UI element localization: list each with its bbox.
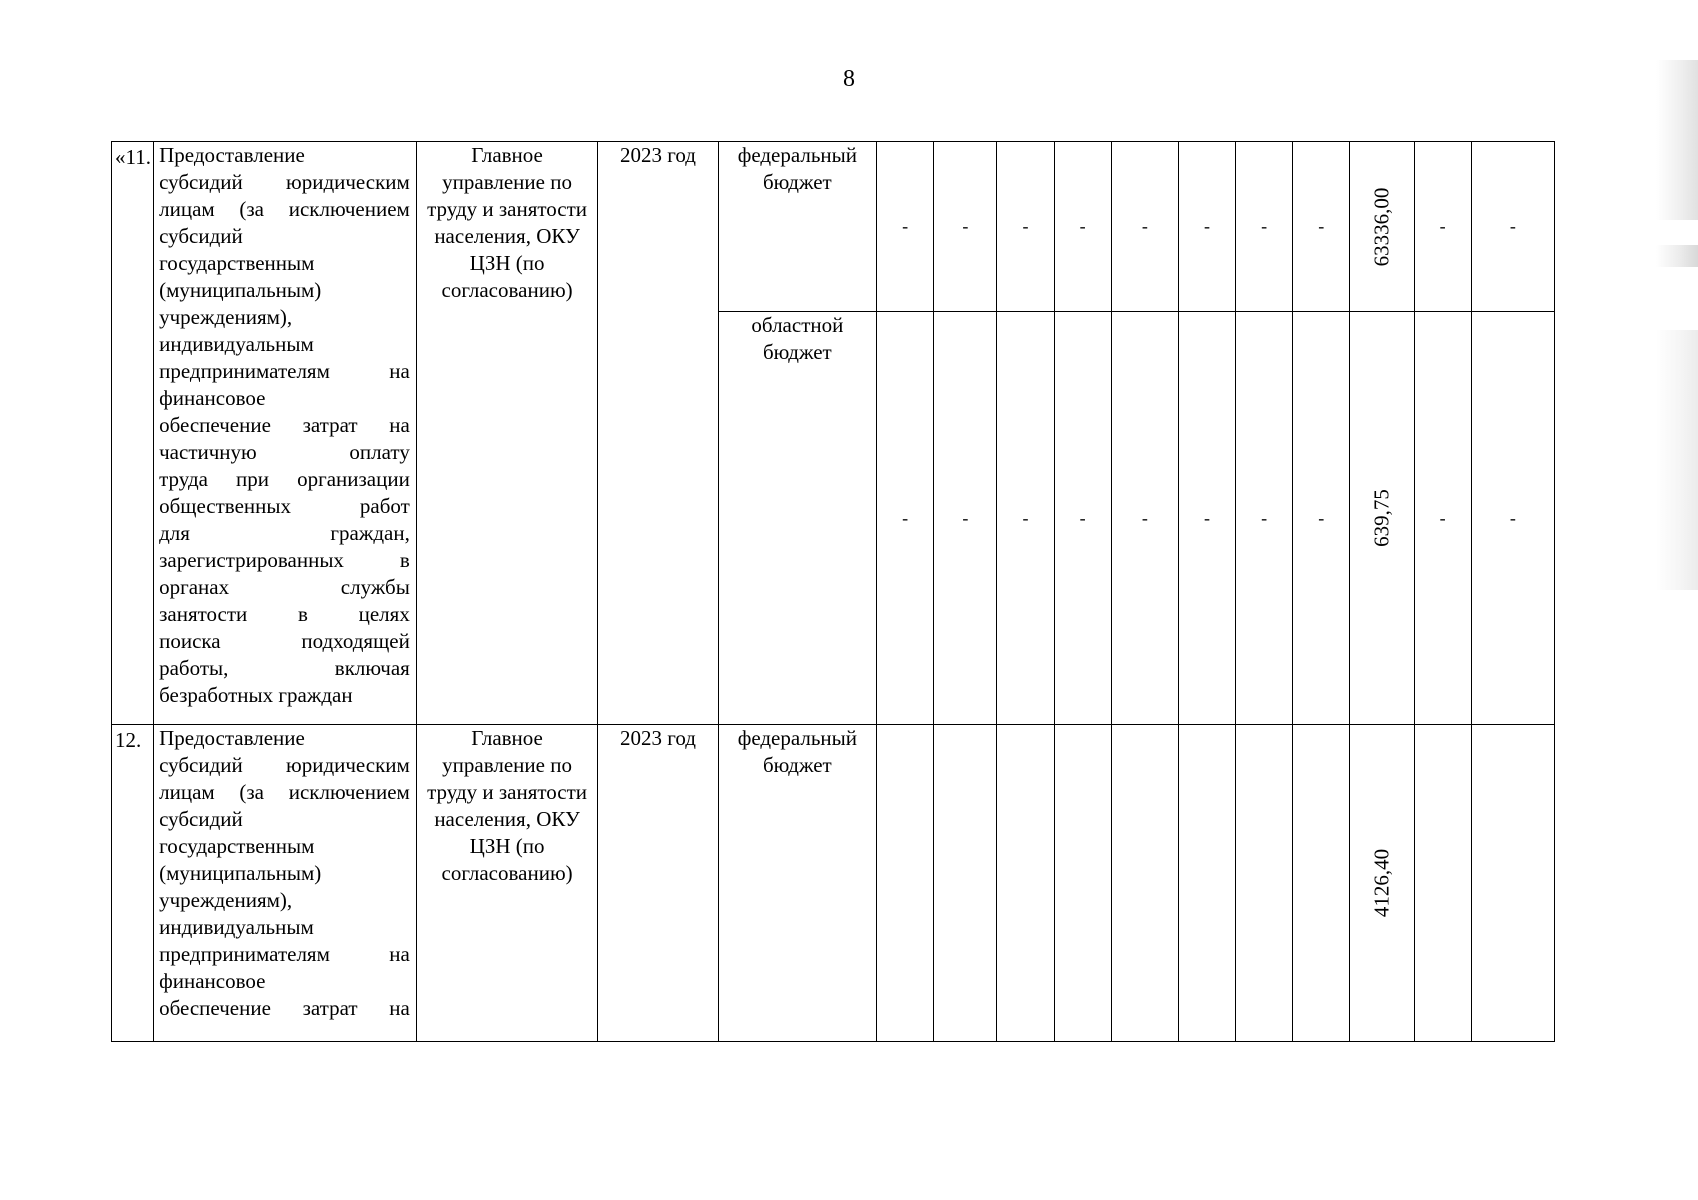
value-cell bbox=[934, 725, 997, 1042]
value-cell-total bbox=[1350, 725, 1414, 1042]
table-row bbox=[112, 725, 1555, 1042]
value-cell: - bbox=[1236, 142, 1293, 312]
value-text: 4126,40 bbox=[1369, 848, 1394, 918]
row-number: «11. bbox=[112, 142, 154, 725]
source-federal: федеральный бюджет bbox=[718, 142, 876, 312]
value-cell: - bbox=[934, 312, 997, 725]
value-text: 63336,00 bbox=[1369, 187, 1394, 266]
value-cell: - bbox=[1471, 142, 1554, 312]
value-cell: - bbox=[1111, 142, 1178, 312]
value-cell bbox=[997, 725, 1054, 1042]
value-cell bbox=[877, 725, 934, 1042]
scan-edge-mark bbox=[1656, 330, 1698, 590]
source-federal: федеральный бюджет bbox=[718, 725, 876, 1042]
scan-edge-mark bbox=[1656, 245, 1698, 267]
year-cell: 2023 год bbox=[598, 725, 718, 1042]
value-cell: - bbox=[1054, 142, 1111, 312]
year-cell: 2023 год bbox=[598, 142, 718, 725]
budget-table bbox=[111, 141, 1555, 1042]
value-cell: - bbox=[877, 312, 934, 725]
value-cell: - bbox=[1178, 312, 1235, 725]
value-cell bbox=[1236, 725, 1293, 1042]
value-cell bbox=[1414, 725, 1471, 1042]
value-cell-total bbox=[1350, 142, 1414, 312]
value-cell: - bbox=[1293, 312, 1350, 725]
value-cell bbox=[1178, 725, 1235, 1042]
value-cell-total bbox=[1350, 312, 1414, 725]
table-row bbox=[112, 142, 1555, 312]
value-cell: - bbox=[877, 142, 934, 312]
page-number: 8 bbox=[843, 66, 855, 92]
value-cell: - bbox=[997, 312, 1054, 725]
scan-edge-mark bbox=[1656, 60, 1698, 220]
value-cell: - bbox=[1236, 312, 1293, 725]
value-cell: - bbox=[1414, 142, 1471, 312]
value-cell: - bbox=[934, 142, 997, 312]
value-cell: - bbox=[997, 142, 1054, 312]
row-number: 12. bbox=[112, 725, 154, 1042]
value-cell: - bbox=[1414, 312, 1471, 725]
measure-description: Предоставление субсидий юридическим лицам (за исключением субсидий государственным (муниципальным) учреждениям), индивидуальным предпринимателям на финансовое обеспечение затрат на bbox=[154, 725, 417, 1042]
value-cell bbox=[1111, 725, 1178, 1042]
measure-description: Предоставление субсидий юридическим лицам (за исключением субсидий государственным (муниципальным) учреждениям), индивидуальным предпринимателям на финансовое обеспечение затрат на частичную оплату труда при организации общественных работ для граждан, зарегистрированных в органах службы занятости в целях поиска подходящей работы, включая безработных граждан bbox=[154, 142, 417, 725]
value-cell: - bbox=[1054, 312, 1111, 725]
executor-cell: Главное управление по труду и занятости населения, ОКУ ЦЗН (по согласованию) bbox=[416, 142, 598, 725]
source-regional: областной бюджет bbox=[718, 312, 876, 725]
value-text: 639,75 bbox=[1369, 489, 1394, 547]
value-cell: - bbox=[1293, 142, 1350, 312]
executor-cell: Главное управление по труду и занятости населения, ОКУ ЦЗН (по согласованию) bbox=[416, 725, 598, 1042]
value-cell: - bbox=[1111, 312, 1178, 725]
value-cell bbox=[1293, 725, 1350, 1042]
value-cell: - bbox=[1471, 312, 1554, 725]
value-cell: - bbox=[1178, 142, 1235, 312]
value-cell bbox=[1471, 725, 1554, 1042]
value-cell bbox=[1054, 725, 1111, 1042]
